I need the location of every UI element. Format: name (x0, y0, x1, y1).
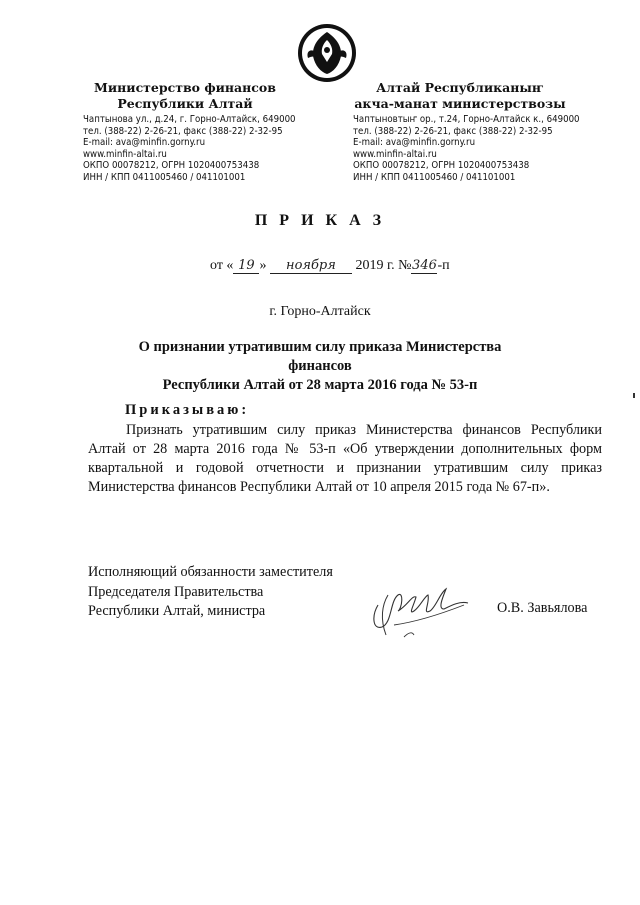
address-left: Чаптынова ул., д.24, г. Горно-Алтайск, 649000 (83, 114, 296, 125)
date-year: 2019 г. № (351, 258, 412, 273)
date-day-handwritten: 19 (233, 259, 259, 274)
org-name-right-line1: Алтай Республиканыҥ (376, 80, 544, 95)
subject-line2: Республики Алтай от 28 марта 2016 года № 53-п (162, 377, 478, 393)
city: г. Горно-Алтайск (269, 304, 371, 319)
org-name-left (80, 80, 290, 112)
website-left: www.minfin-altai.ru (83, 148, 167, 160)
scan-edge-mark (633, 393, 635, 398)
inn-kpp-left: ИНН / КПП 0411005460 / 041101001 (83, 171, 246, 183)
doc-number-handwritten: 346 (412, 258, 437, 273)
signatory-line1: Исполняющий обязанности заместителя (88, 564, 333, 580)
contact-block-right (353, 114, 580, 184)
date-month-handwritten: ноября (270, 259, 352, 274)
org-name-right-line2: акча-манат министерствозы (354, 96, 566, 111)
date-mid: » (259, 258, 270, 273)
signatory-name: О.В. Завьялова (497, 600, 588, 616)
document-type-title: П Р И К А З (254, 212, 386, 229)
handwritten-signature (368, 575, 478, 645)
okpo-ogrn-right: ОКПО 00078212, ОГРН 1020400753438 (353, 160, 530, 172)
contact-block-left (83, 114, 296, 184)
org-name-left-line2: Республики Алтай (117, 96, 253, 111)
website-right: www.minfin-altai.ru (353, 148, 437, 160)
date-number-line (210, 258, 450, 274)
date-prefix: от « (210, 258, 234, 273)
okpo-ogrn-left: ОКПО 00078212, ОГРН 1020400753438 (83, 160, 260, 172)
signatory-line2: Председателя Правительства (88, 583, 264, 600)
order-body-text: Признать утратившим силу приказ Министерства финансов Республики Алтай от 28 марта 2016 года № 53-п «Об утверждении дополнительных форм квартальной и годовой отчетности и признании утратившим силу приказ Министерства финансов Республики Алтай от 10 апреля 2015 года № 67-п». (88, 422, 602, 495)
inn-kpp-right: ИНН / КПП 0411005460 / 041101001 (353, 171, 516, 183)
phones-left: тел. (388-22) 2-26-21, факс (388-22) 2-32-95 (83, 125, 283, 137)
document-subject (120, 338, 520, 395)
coat-of-arms-emblem (296, 22, 358, 84)
phones-right: тел. (388-22) 2-26-21, факс (388-22) 2-32-95 (353, 125, 553, 137)
email-right: E-mail: ava@minfin.gorny.ru (353, 137, 476, 149)
email-left: E-mail: ava@minfin.gorny.ru (83, 137, 206, 149)
order-word: Приказываю: (125, 402, 250, 418)
address-right: Чаптыновтыҥ ор., т.24, Горно-Алтайск к., 649000 (353, 114, 580, 125)
org-name-left-line1: Министерство финансов (94, 80, 276, 95)
signatory-line3: Республики Алтай, министра (88, 603, 266, 619)
signatory-position (88, 563, 333, 622)
subject-line1: О признании утратившим силу приказа Министерства финансов (138, 339, 502, 374)
doc-number-suffix: -п (437, 258, 450, 273)
org-name-right (345, 80, 575, 112)
